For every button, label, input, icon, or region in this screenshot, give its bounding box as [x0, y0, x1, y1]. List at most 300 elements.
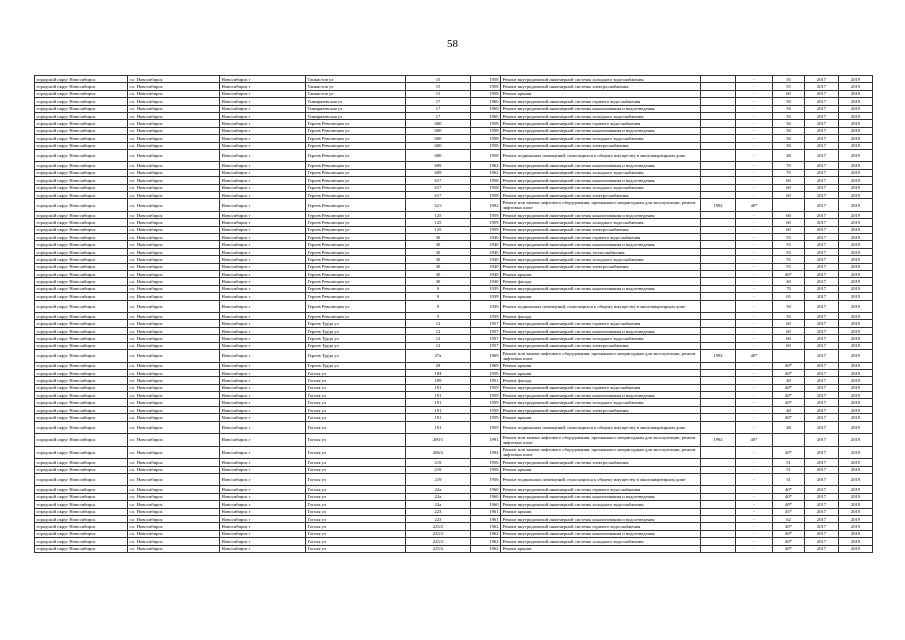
house-cell: 225/2: [406, 545, 471, 552]
house-cell: 30: [406, 270, 471, 277]
work-cell: Ремонт внутридомовой инженерной системы канализования и водоотведения: [501, 241, 701, 248]
house-cell: 17: [406, 98, 471, 105]
start-year-cell: 2017: [805, 399, 839, 406]
end-year-cell: 2019: [839, 90, 873, 97]
table-row: [35, 434, 873, 447]
house-cell: 15: [406, 76, 471, 83]
table-row: [35, 369, 873, 376]
settlement-cell: г.о. Новосибирск: [128, 501, 220, 508]
locality-cell: Новосибирск г: [220, 459, 306, 466]
end-year-cell: 2019: [839, 191, 873, 198]
work-cell: Ремонт крыши: [501, 508, 701, 515]
settlement-cell: г.о. Новосибирск: [128, 493, 220, 500]
commission-year-cell: [701, 270, 736, 277]
work-cell: Ремонт фасада: [501, 313, 701, 320]
locality-cell: Новосибирск г: [220, 184, 306, 191]
table-row: [35, 120, 873, 127]
settlement-cell: г.о. Новосибирск: [128, 162, 220, 169]
end-year-cell: 2019: [839, 466, 873, 473]
settlement-cell: г.о. Новосибирск: [128, 369, 220, 376]
street-cell: Героев Труда ул: [306, 320, 406, 327]
start-year-cell: 2017: [805, 177, 839, 184]
street-cell: Гоголя ул: [306, 473, 406, 486]
work-cell: Ремонт крыши: [501, 270, 701, 277]
settlement-cell: г.о. Новосибирск: [128, 399, 220, 406]
table-row: [35, 142, 873, 149]
mo-cell: городской округ Новосибирск: [35, 342, 128, 349]
street-cell: Тимирязевская ул: [306, 112, 406, 119]
locality-cell: Новосибирск г: [220, 545, 306, 552]
street-cell: Героев Революции ул: [306, 293, 406, 300]
year-cell: 1939: [471, 293, 501, 300]
year-cell: 1960: [471, 501, 501, 508]
settlement-cell: г.о. Новосибирск: [128, 392, 220, 399]
mo-cell: городской округ Новосибирск: [35, 335, 128, 342]
commission-year-cell: [701, 369, 736, 376]
locality-cell: Новосибирск г: [220, 256, 306, 263]
settlement-cell: г.о. Новосибирск: [128, 83, 220, 90]
area-cell: -: [736, 335, 773, 342]
mo-cell: городской округ Новосибирск: [35, 399, 128, 406]
mo-cell: городской округ Новосибирск: [35, 105, 128, 112]
area-cell: -: [736, 177, 773, 184]
area-cell: -: [736, 112, 773, 119]
area-cell: -: [736, 446, 773, 459]
commission-year-cell: [701, 278, 736, 285]
commission-year-cell: [701, 234, 736, 241]
start-year-cell: 2017: [805, 377, 839, 384]
street-cell: Гоголя ул: [306, 530, 406, 537]
work-cell: Ремонт крыши: [501, 466, 701, 473]
area-cell: 40*: [736, 350, 773, 363]
commission-year-cell: [701, 263, 736, 270]
year-cell: 1940: [471, 270, 501, 277]
area-cell: -: [736, 270, 773, 277]
settlement-cell: г.о. Новосибирск: [128, 211, 220, 218]
work-cell: Ремонт крыши: [501, 293, 701, 300]
commission-year-cell: [701, 90, 736, 97]
start-year-cell: 2017: [805, 459, 839, 466]
year-cell: 1940: [471, 278, 501, 285]
settlement-cell: г.о. Новосибирск: [128, 169, 220, 176]
year-cell: 1957: [471, 327, 501, 334]
commission-year-cell: [701, 538, 736, 545]
mo-cell: городской округ Новосибирск: [35, 211, 128, 218]
work-cell: Ремонт крыши: [501, 545, 701, 552]
start-year-cell: 2017: [805, 241, 839, 248]
cost-cell: 51: [773, 473, 805, 486]
work-cell: Ремонт крыши: [501, 369, 701, 376]
table-row: [35, 320, 873, 327]
settlement-cell: г.о. Новосибирск: [128, 377, 220, 384]
commission-year-cell: [701, 184, 736, 191]
mo-cell: городской округ Новосибирск: [35, 392, 128, 399]
locality-cell: Новосибирск г: [220, 127, 306, 134]
commission-year-cell: [701, 112, 736, 119]
settlement-cell: г.о. Новосибирск: [128, 313, 220, 320]
locality-cell: Новосибирск г: [220, 523, 306, 530]
commission-year-cell: [701, 414, 736, 421]
mo-cell: городской округ Новосибирск: [35, 384, 128, 391]
end-year-cell: 2019: [839, 335, 873, 342]
house-cell: 191: [406, 406, 471, 413]
area-cell: 40*: [736, 199, 773, 212]
year-cell: 1959: [471, 399, 501, 406]
cost-cell: 50: [773, 105, 805, 112]
cost-cell: 50: [773, 142, 805, 149]
settlement-cell: г.о. Новосибирск: [128, 241, 220, 248]
commission-year-cell: [701, 142, 736, 149]
table-row: [35, 278, 873, 285]
start-year-cell: 2017: [805, 234, 839, 241]
house-cell: 17: [406, 105, 471, 112]
cost-cell: 55: [773, 263, 805, 270]
house-cell: 30: [406, 248, 471, 255]
house-cell: 600: [406, 142, 471, 149]
settlement-cell: г.о. Новосибирск: [128, 90, 220, 97]
end-year-cell: 2019: [839, 530, 873, 537]
start-year-cell: 2017: [805, 285, 839, 292]
commission-year-cell: [701, 293, 736, 300]
work-cell: Ремонт крыши: [501, 414, 701, 421]
area-cell: -: [736, 501, 773, 508]
locality-cell: Новосибирск г: [220, 211, 306, 218]
year-cell: 1958: [471, 369, 501, 376]
table-row: [35, 105, 873, 112]
commission-year-cell: 1992: [701, 199, 736, 212]
year-cell: 1960: [471, 112, 501, 119]
year-cell: 1962: [471, 545, 501, 552]
locality-cell: Новосибирск г: [220, 270, 306, 277]
cost-cell: 55: [773, 83, 805, 90]
cost-cell: 60: [773, 219, 805, 226]
mo-cell: городской округ Новосибирск: [35, 414, 128, 421]
start-year-cell: 2017: [805, 270, 839, 277]
work-cell: Ремонт внутридомовой инженерной системы канализования и водоотведения: [501, 392, 701, 399]
commission-year-cell: [701, 169, 736, 176]
end-year-cell: 2019: [839, 421, 873, 434]
start-year-cell: 2017: [805, 515, 839, 522]
year-cell: 1940: [471, 263, 501, 270]
commission-year-cell: [701, 459, 736, 466]
street-cell: Героев Революции ул: [306, 169, 406, 176]
house-cell: 225/2: [406, 538, 471, 545]
house-cell: 12: [406, 320, 471, 327]
table-row: [35, 76, 873, 83]
start-year-cell: 2017: [805, 421, 839, 434]
settlement-cell: г.о. Новосибирск: [128, 177, 220, 184]
mo-cell: городской округ Новосибирск: [35, 248, 128, 255]
area-cell: -: [736, 241, 773, 248]
cost-cell: 45*: [773, 508, 805, 515]
start-year-cell: 2017: [805, 169, 839, 176]
cost-cell: 60: [773, 177, 805, 184]
start-year-cell: 2017: [805, 135, 839, 142]
start-year-cell: 2017: [805, 335, 839, 342]
table-row: [35, 112, 873, 119]
mo-cell: городской округ Новосибирск: [35, 219, 128, 226]
locality-cell: Новосибирск г: [220, 149, 306, 162]
work-cell: Ремонт внутридомовой инженерной системы холодного водоснабжения: [501, 219, 701, 226]
year-cell: 1958: [471, 184, 501, 191]
street-cell: Героев Революции ул: [306, 241, 406, 248]
cost-cell: 50: [773, 135, 805, 142]
start-year-cell: 2017: [805, 105, 839, 112]
start-year-cell: 2017: [805, 127, 839, 134]
year-cell: 1959: [471, 406, 501, 413]
end-year-cell: 2019: [839, 127, 873, 134]
area-cell: -: [736, 184, 773, 191]
table-row: [35, 538, 873, 545]
commission-year-cell: [701, 285, 736, 292]
year-cell: 1962: [471, 162, 501, 169]
table-row: [35, 149, 873, 162]
work-cell: Ремонт внутридомовой инженерной системы холодного водоснабжения: [501, 76, 701, 83]
house-cell: 219: [406, 466, 471, 473]
work-cell: Ремонт внутридомовой инженерной системы канализования и водоотведения: [501, 127, 701, 134]
start-year-cell: 2017: [805, 112, 839, 119]
work-cell: Ремонт внутридомовой инженерной системы электроснабжения: [501, 406, 701, 413]
mo-cell: городской округ Новосибирск: [35, 320, 128, 327]
year-cell: 1960: [471, 98, 501, 105]
area-cell: -: [736, 384, 773, 391]
year-cell: 1958: [471, 90, 501, 97]
street-cell: Героев Революции ул: [306, 184, 406, 191]
street-cell: Героев Революции ул: [306, 270, 406, 277]
mo-cell: городской округ Новосибирск: [35, 369, 128, 376]
settlement-cell: г.о. Новосибирск: [128, 523, 220, 530]
commission-year-cell: [701, 300, 736, 313]
start-year-cell: 2017: [805, 211, 839, 218]
commission-year-cell: [701, 377, 736, 384]
table-row: [35, 501, 873, 508]
house-cell: 191: [406, 399, 471, 406]
area-cell: -: [736, 515, 773, 522]
mo-cell: городской округ Новосибирск: [35, 377, 128, 384]
locality-cell: Новосибирск г: [220, 421, 306, 434]
locality-cell: Новосибирск г: [220, 466, 306, 473]
cost-cell: 50: [773, 127, 805, 134]
year-cell: 1959: [471, 414, 501, 421]
table-row: [35, 270, 873, 277]
house-cell: 12/1: [406, 199, 471, 212]
locality-cell: Новосибирск г: [220, 446, 306, 459]
settlement-cell: г.о. Новосибирск: [128, 127, 220, 134]
cost-cell: 50: [773, 120, 805, 127]
table-row: [35, 350, 873, 363]
commission-year-cell: [701, 493, 736, 500]
start-year-cell: 2017: [805, 434, 839, 447]
cost-cell: 51: [773, 466, 805, 473]
end-year-cell: 2019: [839, 434, 873, 447]
commission-year-cell: [701, 501, 736, 508]
year-cell: 1962: [471, 169, 501, 176]
commission-year-cell: [701, 545, 736, 552]
mo-cell: городской округ Новосибирск: [35, 127, 128, 134]
start-year-cell: 2017: [805, 501, 839, 508]
commission-year-cell: [701, 105, 736, 112]
work-cell: Ремонт внутридомовой инженерной системы холодного водоснабжения: [501, 169, 701, 176]
start-year-cell: 2017: [805, 362, 839, 369]
street-cell: Гоголя ул: [306, 508, 406, 515]
house-cell: 191: [406, 414, 471, 421]
settlement-cell: г.о. Новосибирск: [128, 459, 220, 466]
area-cell: -: [736, 466, 773, 473]
table-row: [35, 199, 873, 212]
end-year-cell: 2019: [839, 523, 873, 530]
commission-year-cell: [701, 127, 736, 134]
area-cell: -: [736, 191, 773, 198]
mo-cell: городской округ Новосибирск: [35, 545, 128, 552]
area-cell: -: [736, 142, 773, 149]
table-row: [35, 473, 873, 486]
commission-year-cell: [701, 486, 736, 493]
area-cell: -: [736, 327, 773, 334]
area-cell: -: [736, 508, 773, 515]
locality-cell: Новосибирск г: [220, 135, 306, 142]
end-year-cell: 2019: [839, 406, 873, 413]
house-cell: 223: [406, 515, 471, 522]
locality-cell: Новосибирск г: [220, 83, 306, 90]
table-row: [35, 466, 873, 473]
settlement-cell: г.о. Новосибирск: [128, 76, 220, 83]
work-cell: Ремонт внутридомовой инженерной системы холодного водоснабжения: [501, 256, 701, 263]
year-cell: 1969: [471, 362, 501, 369]
house-cell: 30: [406, 263, 471, 270]
year-cell: 1956: [471, 459, 501, 466]
street-cell: Героев Революции ул: [306, 142, 406, 149]
area-cell: -: [736, 473, 773, 486]
cost-cell: 70: [773, 162, 805, 169]
end-year-cell: 2019: [839, 538, 873, 545]
settlement-cell: г.о. Новосибирск: [128, 350, 220, 363]
area-cell: -: [736, 83, 773, 90]
cost-cell: 40*: [773, 538, 805, 545]
settlement-cell: г.о. Новосибирск: [128, 414, 220, 421]
commission-year-cell: [701, 466, 736, 473]
house-cell: 15: [406, 83, 471, 90]
table-row: [35, 545, 873, 552]
house-cell: 223: [406, 508, 471, 515]
start-year-cell: 2017: [805, 446, 839, 459]
house-cell: 30: [406, 241, 471, 248]
house-cell: 191: [406, 392, 471, 399]
work-cell: Ремонт внутридомовой инженерной системы горячего водоснабжения: [501, 98, 701, 105]
area-cell: -: [736, 149, 773, 162]
cost-cell: 40*: [773, 545, 805, 552]
cost-cell: 40*: [773, 392, 805, 399]
start-year-cell: 2017: [805, 406, 839, 413]
mo-cell: городской округ Новосибирск: [35, 241, 128, 248]
year-cell: 1958: [471, 76, 501, 83]
locality-cell: Новосибирск г: [220, 263, 306, 270]
start-year-cell: 2017: [805, 538, 839, 545]
year-cell: 1991: [471, 434, 501, 447]
cost-cell: 70: [773, 285, 805, 292]
end-year-cell: 2019: [839, 545, 873, 552]
work-cell: Ремонт внутридомовой инженерной системы канализования и водоотведения: [501, 105, 701, 112]
cost-cell: 40*: [773, 501, 805, 508]
area-cell: -: [736, 226, 773, 233]
start-year-cell: 2017: [805, 149, 839, 162]
locality-cell: Новосибирск г: [220, 278, 306, 285]
cost-cell: [773, 434, 805, 447]
area-cell: -: [736, 377, 773, 384]
commission-year-cell: [701, 211, 736, 218]
cost-cell: 40*: [773, 399, 805, 406]
settlement-cell: г.о. Новосибирск: [128, 434, 220, 447]
street-cell: Героев Революции ул: [306, 135, 406, 142]
cost-cell: 50: [773, 112, 805, 119]
start-year-cell: 2017: [805, 530, 839, 537]
mo-cell: городской округ Новосибирск: [35, 76, 128, 83]
year-cell: 1961: [471, 508, 501, 515]
commission-year-cell: [701, 473, 736, 486]
table-row: [35, 162, 873, 169]
work-cell: Ремонт или замена лифтового оборудования, признанного непригодным для эксплуатации, ремонт лифтовых шахт: [501, 199, 701, 212]
work-cell: Ремонт внутридомовой инженерной системы канализования и водоотведения: [501, 327, 701, 334]
house-cell: 22а: [406, 486, 471, 493]
house-cell: 609: [406, 169, 471, 176]
settlement-cell: г.о. Новосибирск: [128, 538, 220, 545]
street-cell: Гоголя ул: [306, 545, 406, 552]
table-body: [35, 76, 873, 553]
house-cell: 184: [406, 369, 471, 376]
house-cell: 30: [406, 256, 471, 263]
street-cell: Гоголя ул: [306, 434, 406, 447]
mo-cell: городской округ Новосибирск: [35, 162, 128, 169]
start-year-cell: 2017: [805, 369, 839, 376]
area-cell: -: [736, 211, 773, 218]
cost-cell: 40: [773, 278, 805, 285]
locality-cell: Новосибирск г: [220, 105, 306, 112]
house-cell: 9: [406, 313, 471, 320]
cost-cell: 60: [773, 90, 805, 97]
work-cell: Ремонт подвальных помещений, относящихся к общему имуществу в многоквартирном доме: [501, 149, 701, 162]
end-year-cell: 2019: [839, 369, 873, 376]
end-year-cell: 2019: [839, 515, 873, 522]
street-cell: Героев Революции ул: [306, 263, 406, 270]
table-row: [35, 169, 873, 176]
street-cell: Тимирязевская ул: [306, 98, 406, 105]
mo-cell: городской округ Новосибирск: [35, 169, 128, 176]
start-year-cell: 2017: [805, 466, 839, 473]
street-cell: Героев Революции ул: [306, 211, 406, 218]
table-row: [35, 241, 873, 248]
locality-cell: Новосибирск г: [220, 501, 306, 508]
mo-cell: городской округ Новосибирск: [35, 466, 128, 473]
cost-cell: 70: [773, 169, 805, 176]
commission-year-cell: [701, 83, 736, 90]
start-year-cell: 2017: [805, 293, 839, 300]
settlement-cell: г.о. Новосибирск: [128, 184, 220, 191]
locality-cell: Новосибирск г: [220, 327, 306, 334]
table-row: [35, 234, 873, 241]
commission-year-cell: [701, 241, 736, 248]
street-cell: Героев Революции ул: [306, 248, 406, 255]
street-cell: Героев Труда ул: [306, 350, 406, 363]
cost-cell: 40*: [773, 369, 805, 376]
year-cell: 1951: [471, 377, 501, 384]
street-cell: Гоголя ул: [306, 501, 406, 508]
work-cell: Ремонт внутридомовой инженерной системы электроснабжения: [501, 226, 701, 233]
settlement-cell: г.о. Новосибирск: [128, 446, 220, 459]
locality-cell: Новосибирск г: [220, 241, 306, 248]
mo-cell: городской округ Новосибирск: [35, 362, 128, 369]
end-year-cell: 2019: [839, 300, 873, 313]
street-cell: Героев Революции ул: [306, 127, 406, 134]
end-year-cell: 2019: [839, 446, 873, 459]
